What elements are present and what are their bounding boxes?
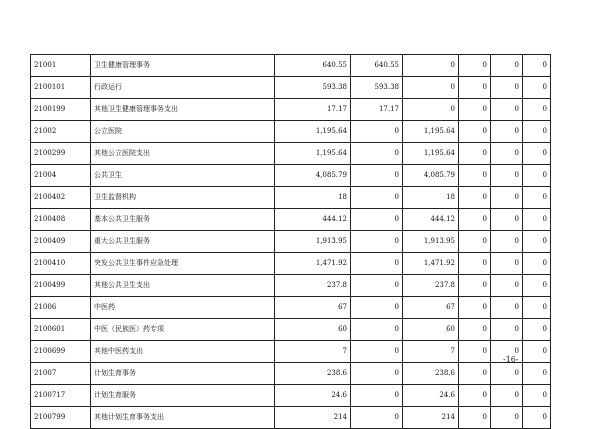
column-2-cell: 0 xyxy=(351,407,403,429)
column-4-cell: 0 xyxy=(459,319,491,341)
column-4-cell: 0 xyxy=(459,165,491,187)
column-5-cell: 0 xyxy=(491,77,523,99)
column-6-cell: 0 xyxy=(523,319,551,341)
item-name-cell: 卫生健康管理事务 xyxy=(91,55,275,77)
column-2-cell: 0 xyxy=(351,275,403,297)
column-4-cell: 0 xyxy=(459,187,491,209)
column-6-cell: 0 xyxy=(523,55,551,77)
column-5-cell: 0 xyxy=(491,165,523,187)
column-6-cell: 0 xyxy=(523,407,551,429)
column-3-cell: 444.12 xyxy=(403,209,459,231)
column-3-cell: 24.6 xyxy=(403,385,459,407)
item-name-cell: 其他卫生健康管理事务支出 xyxy=(91,99,275,121)
column-6-cell: 0 xyxy=(523,209,551,231)
column-4-cell: 0 xyxy=(459,209,491,231)
column-2-cell: 593.38 xyxy=(351,77,403,99)
column-6-cell: 0 xyxy=(523,253,551,275)
column-2-cell: 0 xyxy=(351,363,403,385)
table-row xyxy=(31,77,551,99)
column-5-cell: 0 xyxy=(491,319,523,341)
column-3-cell: 1,195.64 xyxy=(403,143,459,165)
item-name-cell: 公立医院 xyxy=(91,121,275,143)
table-row xyxy=(31,231,551,253)
column-2-cell: 0 xyxy=(351,143,403,165)
table-row xyxy=(31,297,551,319)
budget-table xyxy=(30,54,551,429)
column-3-cell: 4,085.79 xyxy=(403,165,459,187)
table-row xyxy=(31,99,551,121)
column-3-cell: 214 xyxy=(403,407,459,429)
column-5-cell: 0 xyxy=(491,231,523,253)
column-4-cell: 0 xyxy=(459,231,491,253)
column-6-cell: 0 xyxy=(523,187,551,209)
table-row xyxy=(31,319,551,341)
column-6-cell: 0 xyxy=(523,297,551,319)
column-2-cell: 0 xyxy=(351,187,403,209)
total-amount-cell: 640.55 xyxy=(275,55,351,77)
item-code-cell: 2100409 xyxy=(31,231,91,253)
item-name-cell: 其他计划生育事务支出 xyxy=(91,407,275,429)
table-row xyxy=(31,363,551,385)
column-3-cell: 0 xyxy=(403,77,459,99)
column-2-cell: 0 xyxy=(351,319,403,341)
table-row xyxy=(31,143,551,165)
column-2-cell: 0 xyxy=(351,121,403,143)
column-4-cell: 0 xyxy=(459,143,491,165)
total-amount-cell: 7 xyxy=(275,341,351,363)
column-3-cell: 67 xyxy=(403,297,459,319)
column-3-cell: 237.8 xyxy=(403,275,459,297)
table-row xyxy=(31,341,551,363)
page-number: -16- xyxy=(503,355,519,364)
column-5-cell: 0 xyxy=(491,55,523,77)
table-row xyxy=(31,165,551,187)
total-amount-cell: 214 xyxy=(275,407,351,429)
item-code-cell: 21006 xyxy=(31,297,91,319)
table-row xyxy=(31,407,551,429)
total-amount-cell: 24.6 xyxy=(275,385,351,407)
total-amount-cell: 1,913.95 xyxy=(275,231,351,253)
total-amount-cell: 1,471.92 xyxy=(275,253,351,275)
column-4-cell: 0 xyxy=(459,77,491,99)
column-2-cell: 0 xyxy=(351,253,403,275)
item-name-cell: 基本公共卫生服务 xyxy=(91,209,275,231)
column-6-cell: 0 xyxy=(523,143,551,165)
total-amount-cell: 1,195.64 xyxy=(275,121,351,143)
item-name-cell: 行政运行 xyxy=(91,77,275,99)
item-code-cell: 21002 xyxy=(31,121,91,143)
column-3-cell: 18 xyxy=(403,187,459,209)
item-code-cell: 2100402 xyxy=(31,187,91,209)
column-5-cell: 0 xyxy=(491,341,523,363)
column-4-cell: 0 xyxy=(459,275,491,297)
column-4-cell: 0 xyxy=(459,385,491,407)
column-6-cell: 0 xyxy=(523,231,551,253)
column-4-cell: 0 xyxy=(459,341,491,363)
column-5-cell: 0 xyxy=(491,275,523,297)
item-name-cell: 其他中医药支出 xyxy=(91,341,275,363)
column-4-cell: 0 xyxy=(459,55,491,77)
column-6-cell: 0 xyxy=(523,77,551,99)
column-5-cell: 0 xyxy=(491,407,523,429)
item-code-cell: 21001 xyxy=(31,55,91,77)
column-6-cell: 0 xyxy=(523,275,551,297)
column-5-cell: 0 xyxy=(491,99,523,121)
table-row xyxy=(31,55,551,77)
item-name-cell: 卫生监督机构 xyxy=(91,187,275,209)
table-row xyxy=(31,187,551,209)
column-5-cell: 0 xyxy=(491,385,523,407)
column-3-cell: 1,471.92 xyxy=(403,253,459,275)
column-4-cell: 0 xyxy=(459,297,491,319)
item-code-cell: 21004 xyxy=(31,165,91,187)
item-code-cell: 2100299 xyxy=(31,143,91,165)
column-3-cell: 1,913.95 xyxy=(403,231,459,253)
table-row xyxy=(31,253,551,275)
column-4-cell: 0 xyxy=(459,121,491,143)
total-amount-cell: 238.6 xyxy=(275,363,351,385)
item-name-cell: 重大公共卫生服务 xyxy=(91,231,275,253)
item-code-cell: 2100408 xyxy=(31,209,91,231)
table-row xyxy=(31,275,551,297)
table-row xyxy=(31,121,551,143)
item-code-cell: 2100101 xyxy=(31,77,91,99)
column-5-cell: 0 xyxy=(491,297,523,319)
item-code-cell: 2100199 xyxy=(31,99,91,121)
item-code-cell: 2100601 xyxy=(31,319,91,341)
item-name-cell: 其他公共卫生支出 xyxy=(91,275,275,297)
total-amount-cell: 67 xyxy=(275,297,351,319)
column-3-cell: 238.6 xyxy=(403,363,459,385)
total-amount-cell: 1,195.64 xyxy=(275,143,351,165)
table-body xyxy=(31,55,551,429)
column-4-cell: 0 xyxy=(459,363,491,385)
item-name-cell: 中医药 xyxy=(91,297,275,319)
table-row xyxy=(31,385,551,407)
column-5-cell: 0 xyxy=(491,209,523,231)
item-code-cell: 2100799 xyxy=(31,407,91,429)
column-2-cell: 17.17 xyxy=(351,99,403,121)
item-code-cell: 2100717 xyxy=(31,385,91,407)
column-5-cell: 0 xyxy=(491,253,523,275)
total-amount-cell: 444.12 xyxy=(275,209,351,231)
column-2-cell: 0 xyxy=(351,385,403,407)
total-amount-cell: 593.38 xyxy=(275,77,351,99)
column-3-cell: 1,195.64 xyxy=(403,121,459,143)
item-code-cell: 21007 xyxy=(31,363,91,385)
total-amount-cell: 60 xyxy=(275,319,351,341)
item-code-cell: 2100699 xyxy=(31,341,91,363)
item-name-cell: 计划生育事务 xyxy=(91,363,275,385)
column-3-cell: 7 xyxy=(403,341,459,363)
column-6-cell: 0 xyxy=(523,363,551,385)
item-code-cell: 2100410 xyxy=(31,253,91,275)
column-6-cell: 0 xyxy=(523,385,551,407)
column-2-cell: 0 xyxy=(351,297,403,319)
column-2-cell: 0 xyxy=(351,209,403,231)
item-name-cell: 中医（民族医）药专项 xyxy=(91,319,275,341)
total-amount-cell: 18 xyxy=(275,187,351,209)
item-name-cell: 公共卫生 xyxy=(91,165,275,187)
column-5-cell: 0 xyxy=(491,143,523,165)
item-code-cell: 2100499 xyxy=(31,275,91,297)
total-amount-cell: 4,085.79 xyxy=(275,165,351,187)
column-4-cell: 0 xyxy=(459,99,491,121)
column-5-cell: 0 xyxy=(491,187,523,209)
column-3-cell: 0 xyxy=(403,55,459,77)
column-6-cell: 0 xyxy=(523,99,551,121)
item-name-cell: 计划生育服务 xyxy=(91,385,275,407)
column-6-cell: 0 xyxy=(523,121,551,143)
column-6-cell: 0 xyxy=(523,341,551,363)
column-3-cell: 0 xyxy=(403,99,459,121)
total-amount-cell: 237.8 xyxy=(275,275,351,297)
table-row xyxy=(31,209,551,231)
column-2-cell: 0 xyxy=(351,341,403,363)
column-2-cell: 0 xyxy=(351,231,403,253)
column-3-cell: 60 xyxy=(403,319,459,341)
column-4-cell: 0 xyxy=(459,407,491,429)
column-5-cell: 0 xyxy=(491,121,523,143)
column-2-cell: 0 xyxy=(351,165,403,187)
column-6-cell: 0 xyxy=(523,165,551,187)
column-5-cell: 0 xyxy=(491,363,523,385)
item-name-cell: 其他公立医院支出 xyxy=(91,143,275,165)
total-amount-cell: 17.17 xyxy=(275,99,351,121)
item-name-cell: 突发公共卫生事件应急处理 xyxy=(91,253,275,275)
column-4-cell: 0 xyxy=(459,253,491,275)
column-2-cell: 640.55 xyxy=(351,55,403,77)
